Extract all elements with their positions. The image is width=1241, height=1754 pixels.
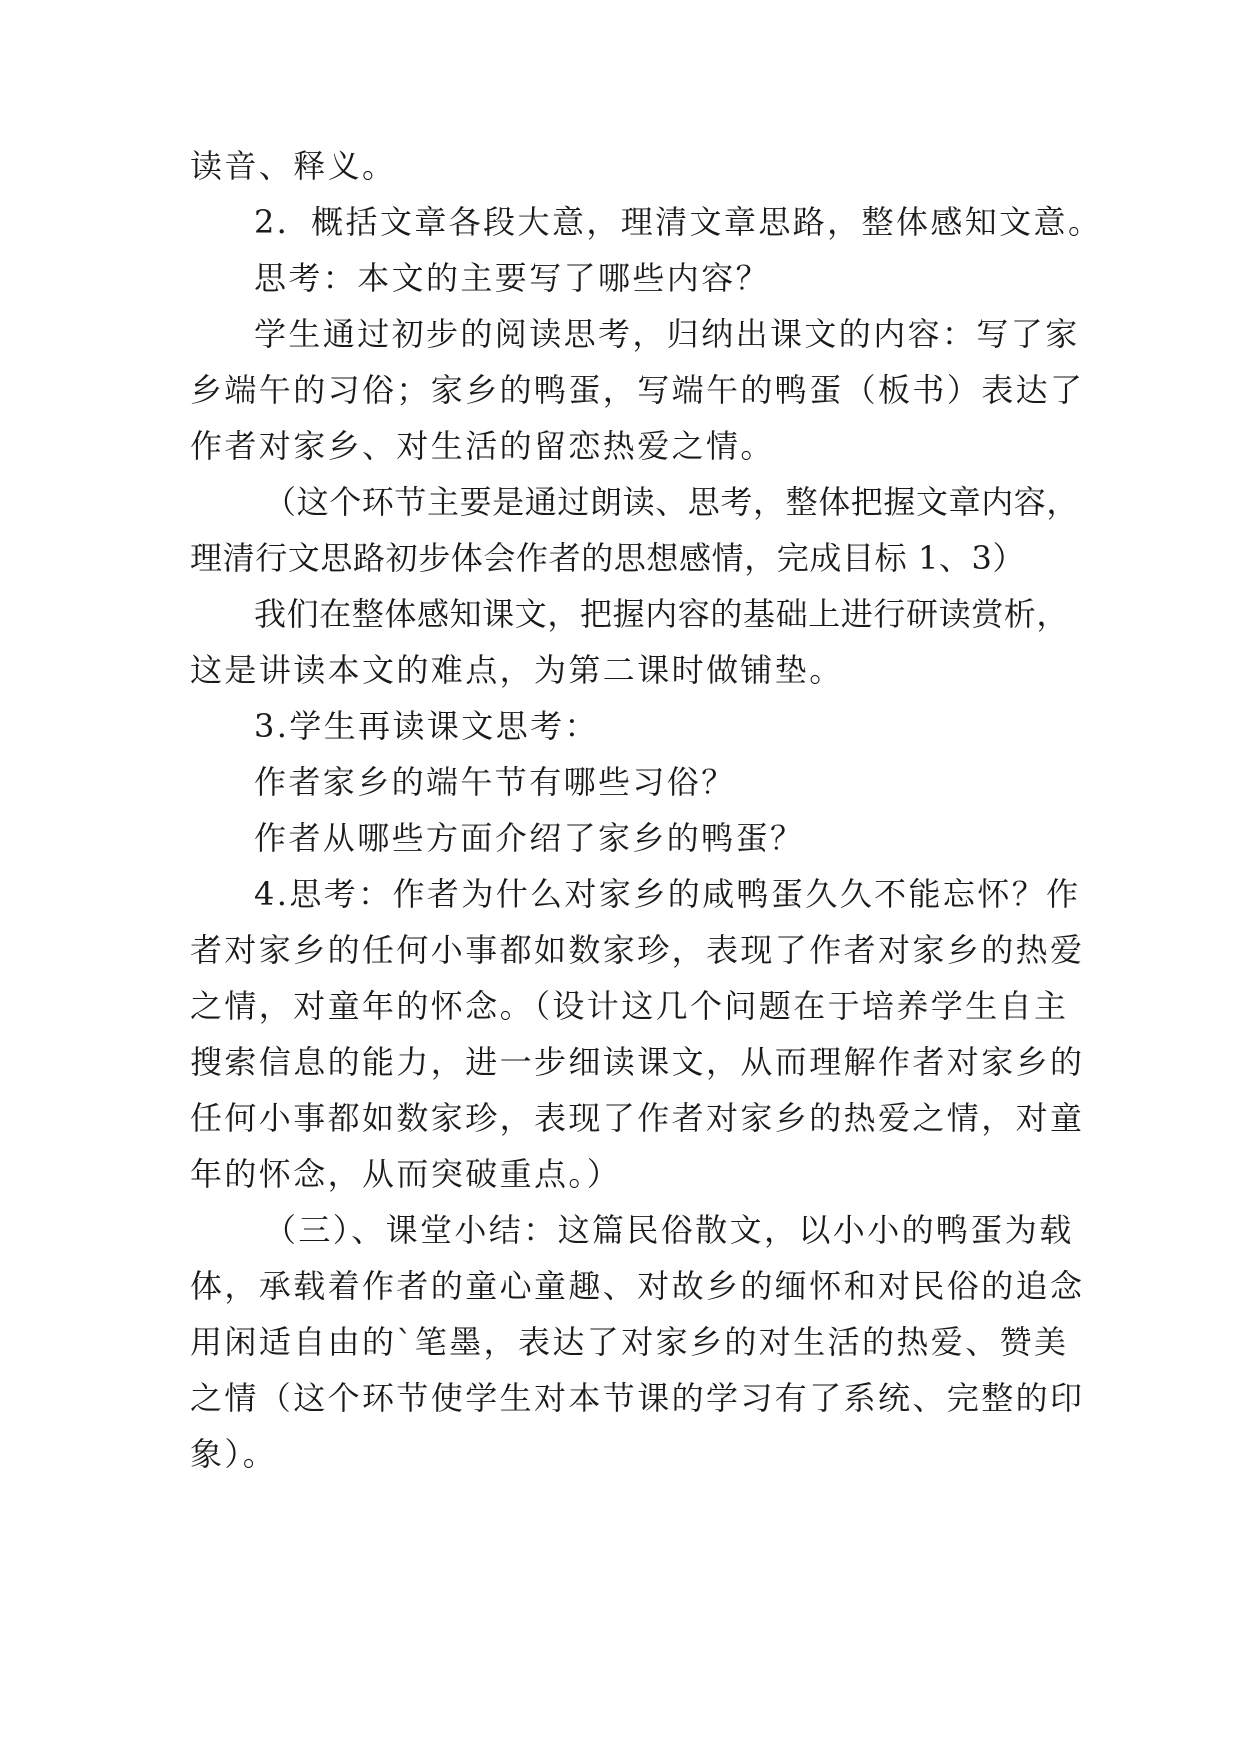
text-line: 之情，对童年的怀念。（设计这几个问题在于培养学生自主 [190,987,1069,1025]
text-line: 学生通过初步的阅读思考，归纳出课文的内容：写了家 [254,315,1080,353]
text-line: 2．概括文章各段大意，理清文章思路，整体感知文意。 [254,203,1103,241]
text-line: 搜索信息的能力，进一步细读课文，从而理解作者对家乡的 [190,1043,1085,1081]
text-line: 这是讲读本文的难点，为第二课时做铺垫。 [190,651,844,689]
text-line: 我们在整体感知课文，把握内容的基础上进行研读赏析， [254,595,1070,633]
text-line: 乡端午的习俗；家乡的鸭蛋，写端午的鸭蛋（板书）表达了 [190,371,1085,409]
text-line: 思考：本文的主要写了哪些内容？ [254,259,771,297]
text-line: 作者从哪些方面介绍了家乡的鸭蛋？ [254,819,805,857]
text-line: 任何小事都如数家珍，表现了作者对家乡的热爱之情，对童 [190,1099,1085,1137]
text-line: 3.学生再读课文思考： [254,707,599,745]
text-line: 用闲适自由的`笔墨，表达了对家乡的对生活的热爱、赞美 [190,1323,1069,1361]
text-line: 4.思考：作者为什么对家乡的咸鸭蛋久久不能忘怀？作 [254,875,1081,913]
text-line: 读音、释义。 [190,147,397,185]
text-line: 体，承载着作者的童心童趣、对故乡的缅怀和对民俗的追念 [190,1267,1085,1305]
text-line: 象）。 [190,1435,278,1473]
text-line: （这个环节主要是通过朗读、思考，整体把握文章内容， [264,483,1080,521]
text-line: 年的怀念，从而突破重点。） [190,1155,622,1193]
text-line: 理清行文思路初步体会作者的思想感情，完成目标 1、3） [190,539,1026,577]
text-line: （三）、课堂小结：这篇民俗散文，以小小的鸭蛋为载 [264,1211,1074,1249]
text-line: 者对家乡的任何小事都如数家珍，表现了作者对家乡的热爱 [190,931,1085,969]
text-line: 作者对家乡、对生活的留恋热爱之情。 [190,427,775,465]
text-line: 之情（这个环节使学生对本节课的学习有了系统、完整的印 [190,1379,1085,1417]
text-line: 作者家乡的端午节有哪些习俗？ [254,763,736,801]
